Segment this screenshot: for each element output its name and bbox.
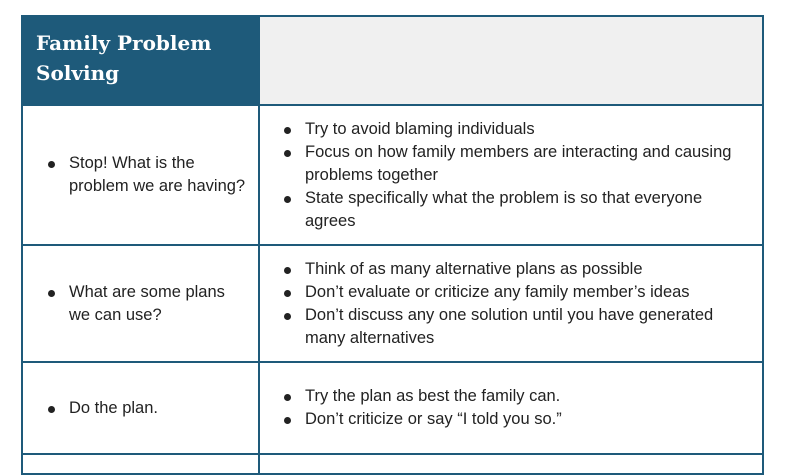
problem-solving-table	[21, 15, 762, 475]
guidance-item: Don’t criticize or say “I told you so.”	[305, 408, 750, 431]
guidance-item: Focus on how family members are interacting and causing problems together	[305, 141, 750, 187]
guidance-item: Don’t discuss any one solution until you have generated many alternatives	[305, 304, 750, 350]
table-title-cell	[22, 16, 259, 105]
step-cell	[22, 105, 259, 245]
step-label: Stop! What is the problem we are having?	[69, 152, 248, 198]
guidance-item: Think of as many alternative plans as possible	[305, 258, 750, 281]
step-cell	[22, 454, 259, 474]
table-row	[22, 362, 763, 454]
guidance-cell	[259, 362, 763, 454]
table-title: Family Problem Solving	[36, 31, 212, 85]
step-label: Do the plan.	[69, 397, 248, 420]
guidance-cell	[259, 454, 763, 474]
step-label: What are some plans we can use?	[69, 281, 248, 327]
guidance-item: State specifically what the problem is so that everyone agrees	[305, 187, 750, 233]
table-row	[22, 105, 763, 245]
guidance-item: Don’t evaluate or criticize any family member’s ideas	[305, 281, 750, 304]
step-cell	[22, 245, 259, 362]
table-row	[22, 245, 763, 362]
guidance-item: Try the plan as best the family can.	[305, 385, 750, 408]
table-row-partial	[22, 454, 763, 474]
table-header-row	[22, 16, 763, 105]
step-cell	[22, 362, 259, 454]
guidance-item: Try to avoid blaming individuals	[305, 118, 750, 141]
header-empty-cell	[259, 16, 763, 105]
guidance-cell	[259, 105, 763, 245]
guidance-cell	[259, 245, 763, 362]
